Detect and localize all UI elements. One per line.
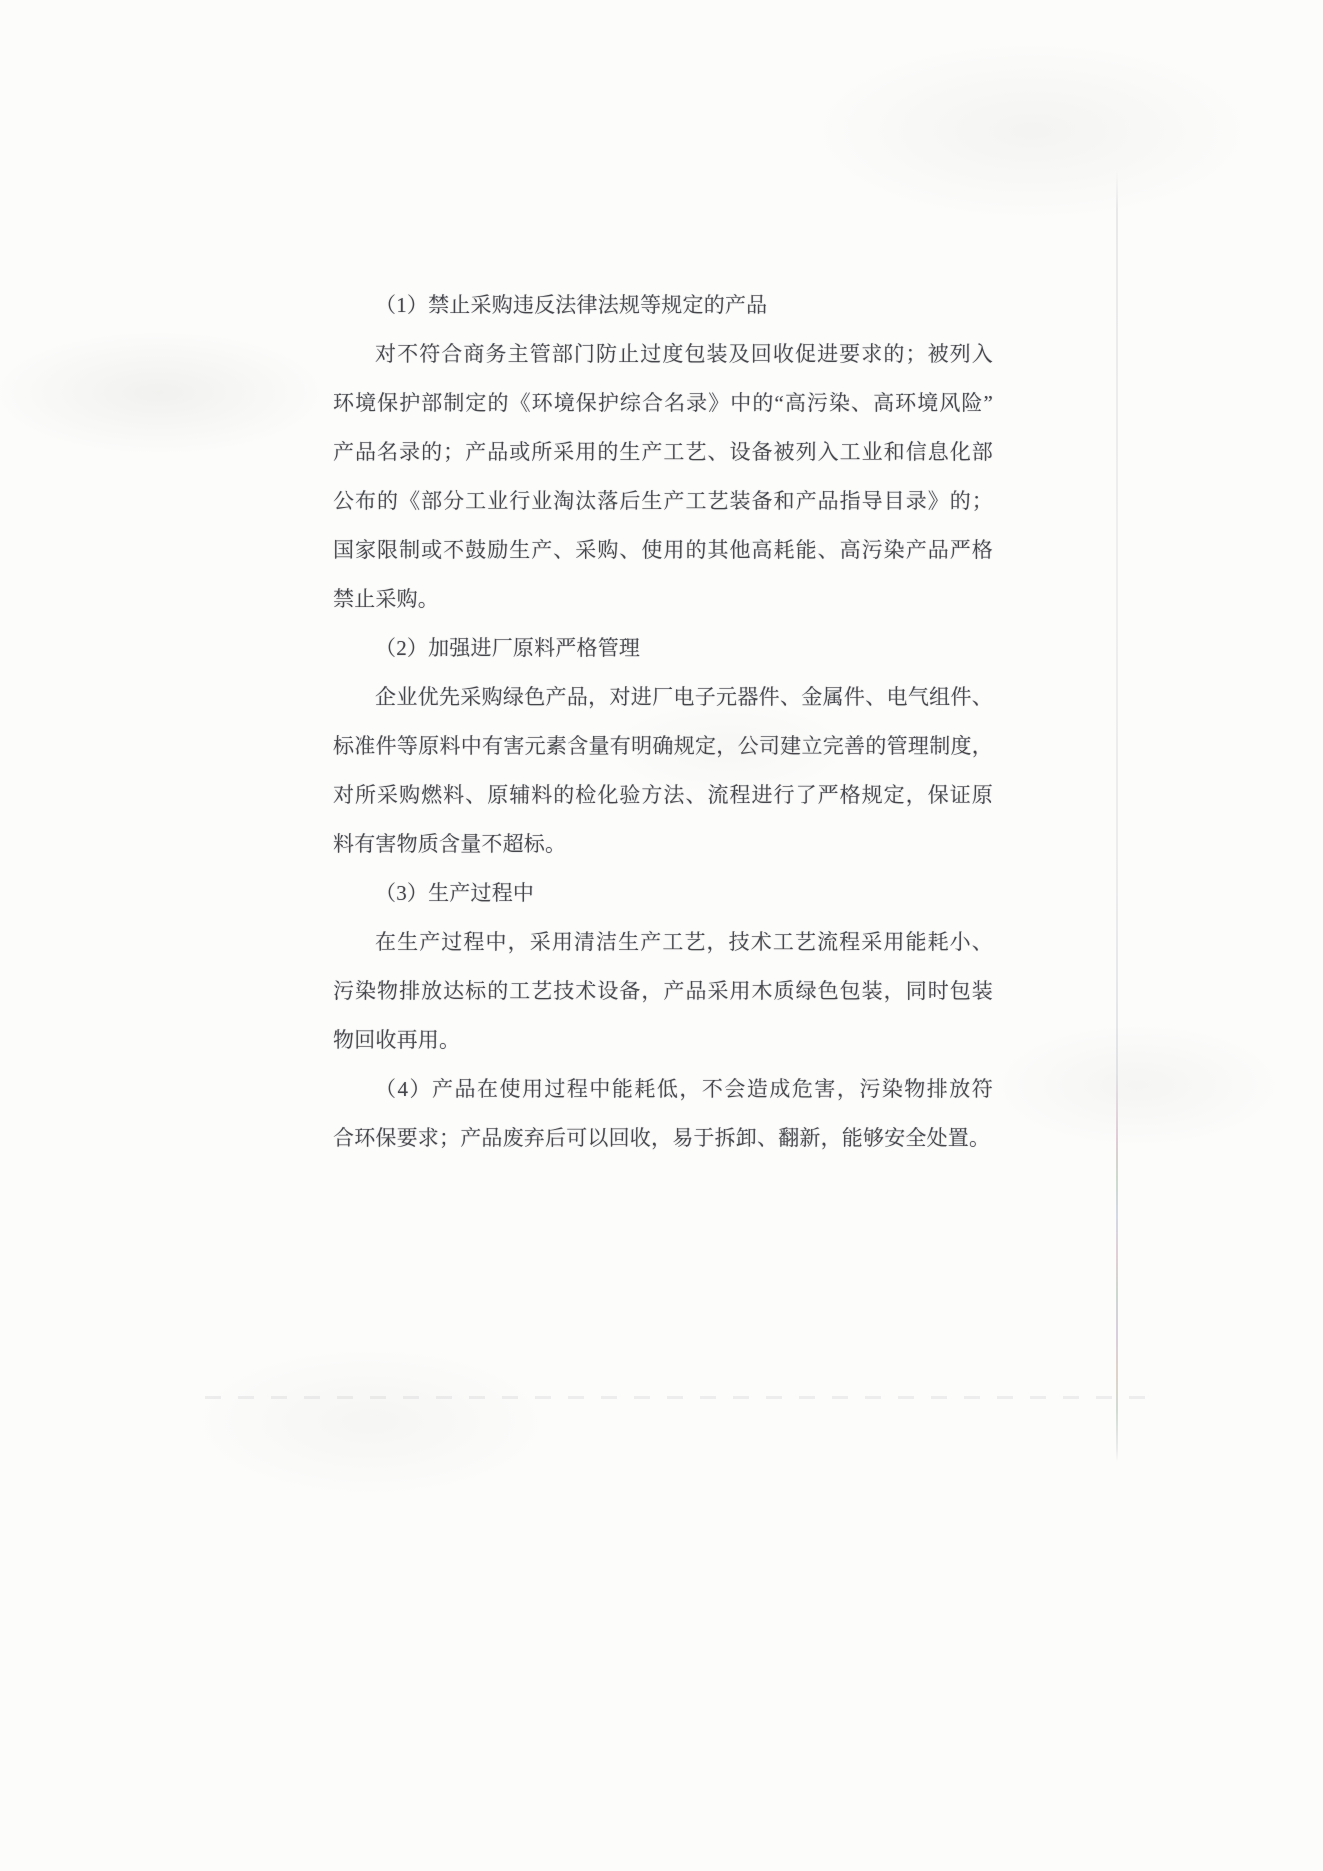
text-line: （3）生产过程中	[375, 881, 535, 905]
text-line: 环境保护部制定的《环境保护综合名录》中的“高污染、高环境风险”	[333, 391, 993, 415]
text-line: 污染物排放达标的工艺技术设备，产品采用木质绿色包装，同时包装	[333, 979, 993, 1003]
text-line: （2）加强进厂原料严格管理	[375, 636, 641, 660]
text-line: 对不符合商务主管部门防止过度包装及回收促进要求的；被列入	[375, 342, 993, 366]
text-line: 企业优先采购绿色产品，对进厂电子元器件、金属件、电气组件、	[375, 685, 993, 709]
horizontal-scan-speckle-band	[205, 1396, 1150, 1399]
vertical-scan-artifact-line	[1116, 170, 1118, 1462]
text-line: 标准件等原料中有害元素含量有明确规定，公司建立完善的管理制度，	[333, 734, 993, 758]
text-line: （4）产品在使用过程中能耗低，不会造成危害，污染物排放符	[375, 1077, 993, 1101]
text-line: 合环保要求；产品废弃后可以回收，易于拆卸、翻新，能够安全处置。	[333, 1126, 991, 1150]
text-line: 物回收再用。	[333, 1028, 461, 1052]
text-line: 禁止采购。	[333, 587, 439, 611]
text-line: （1）禁止采购违反法律法规等规定的产品	[375, 293, 768, 317]
text-line: 国家限制或不鼓励生产、采购、使用的其他高耗能、高污染产品严格	[333, 538, 993, 562]
document-text-block	[333, 281, 993, 1163]
text-line: 料有害物质含量不超标。	[333, 832, 567, 856]
text-line: 在生产过程中，采用清洁生产工艺，技术工艺流程采用能耗小、	[375, 930, 993, 954]
text-line: 对所采购燃料、原辅料的检化验方法、流程进行了严格规定，保证原	[333, 783, 993, 807]
text-line: 产品名录的；产品或所采用的生产工艺、设备被列入工业和信息化部	[333, 440, 993, 464]
text-line: 公布的《部分工业行业淘汰落后生产工艺装备和产品指导目录》的；	[333, 489, 993, 513]
